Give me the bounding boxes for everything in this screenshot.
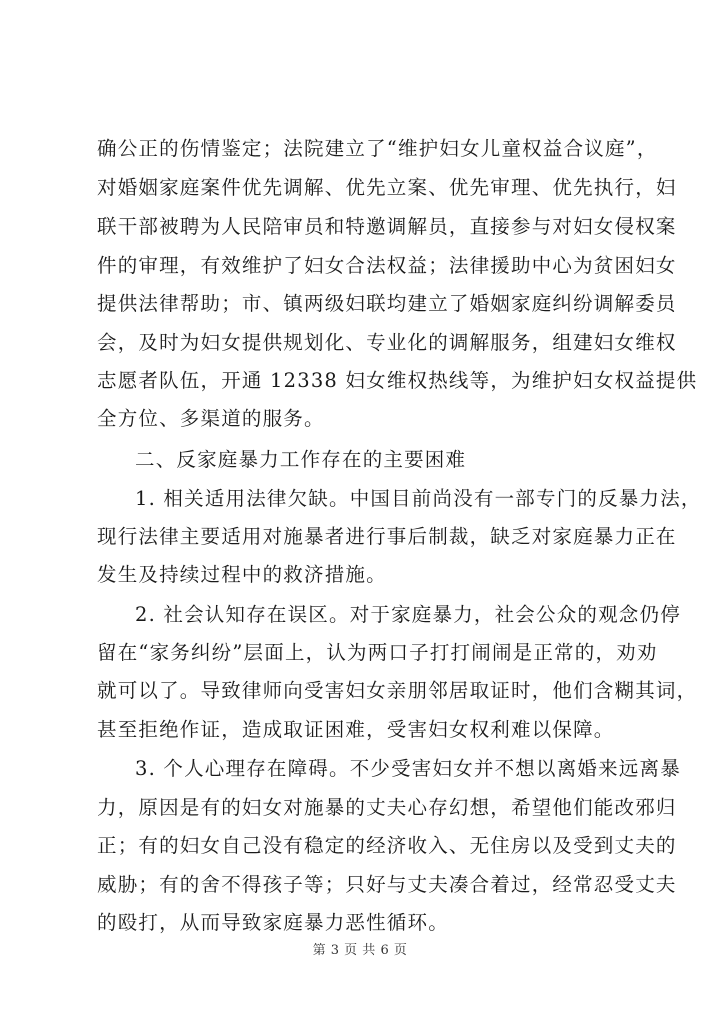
paragraph-line: 对婚姻家庭案件优先调解、优先立案、优先审理、优先执行，妇 <box>97 176 677 199</box>
paragraph-line: 正；有的妇女自己没有稳定的经济收入、无住房以及受到丈夫的 <box>97 834 677 857</box>
paragraph-line: 会，及时为妇女提供规划化、专业化的调解服务，组建妇女维权 <box>97 331 677 354</box>
paragraph-line: 威胁；有的舍不得孩子等；只好与丈夫凑合着过，经常忍受丈夫 <box>97 873 677 896</box>
paragraph-line: 2. 社会认知存在误区。对于家庭暴力，社会公众的观念仍停 <box>135 603 681 626</box>
paragraph-line: 志愿者队伍，开通 12338 妇女维权热线等，为维护妇女权益提供 <box>97 369 698 392</box>
page-footer: 第 3 页 共 6 页 <box>312 943 408 958</box>
paragraph-line: 确公正的伤情鉴定；法院建立了“维护妇女儿童权益合议庭”， <box>97 137 658 160</box>
paragraph-line: 件的审理，有效维护了妇女合法权益；法律援助中心为贫困妇女 <box>97 254 677 277</box>
paragraph-line: 全方位、多渠道的服务。 <box>97 407 325 430</box>
paragraph-line: 联干部被聘为人民陪审员和特邀调解员，直接参与对妇女侵权案 <box>97 215 677 238</box>
section-heading: 二、反家庭暴力工作存在的主要困难 <box>135 448 467 471</box>
paragraph-line: 力，原因是有的妇女对施暴的丈夫心存幻想，希望他们能改邪归 <box>97 796 677 819</box>
paragraph-line: 发生及持续过程中的救济措施。 <box>97 563 387 586</box>
paragraph-line: 的殴打，从而导致家庭暴力恶性循环。 <box>97 911 449 934</box>
paragraph-line: 提供法律帮助；市、镇两级妇联均建立了婚姻家庭纠纷调解委员 <box>97 292 677 315</box>
paragraph-line: 就可以了。导致律师向受害妇女亲朋邻居取证时，他们含糊其词， <box>97 679 698 702</box>
paragraph-line: 现行法律主要适用对施暴者进行事后制裁，缺乏对家庭暴力正在 <box>97 525 677 548</box>
paragraph-line: 1. 相关适用法律欠缺。中国目前尚没有一部专门的反暴力法， <box>135 487 702 510</box>
paragraph-line: 甚至拒绝作证，造成取证困难，受害妇女权利难以保障。 <box>97 718 615 741</box>
paragraph-line: 3. 个人心理存在障碍。不少受害妇女并不想以离婚来远离暴 <box>135 757 681 780</box>
paragraph-line: 留在“家务纠纷”层面上，认为两口子打打闹闹是正常的，劝劝 <box>97 641 658 664</box>
